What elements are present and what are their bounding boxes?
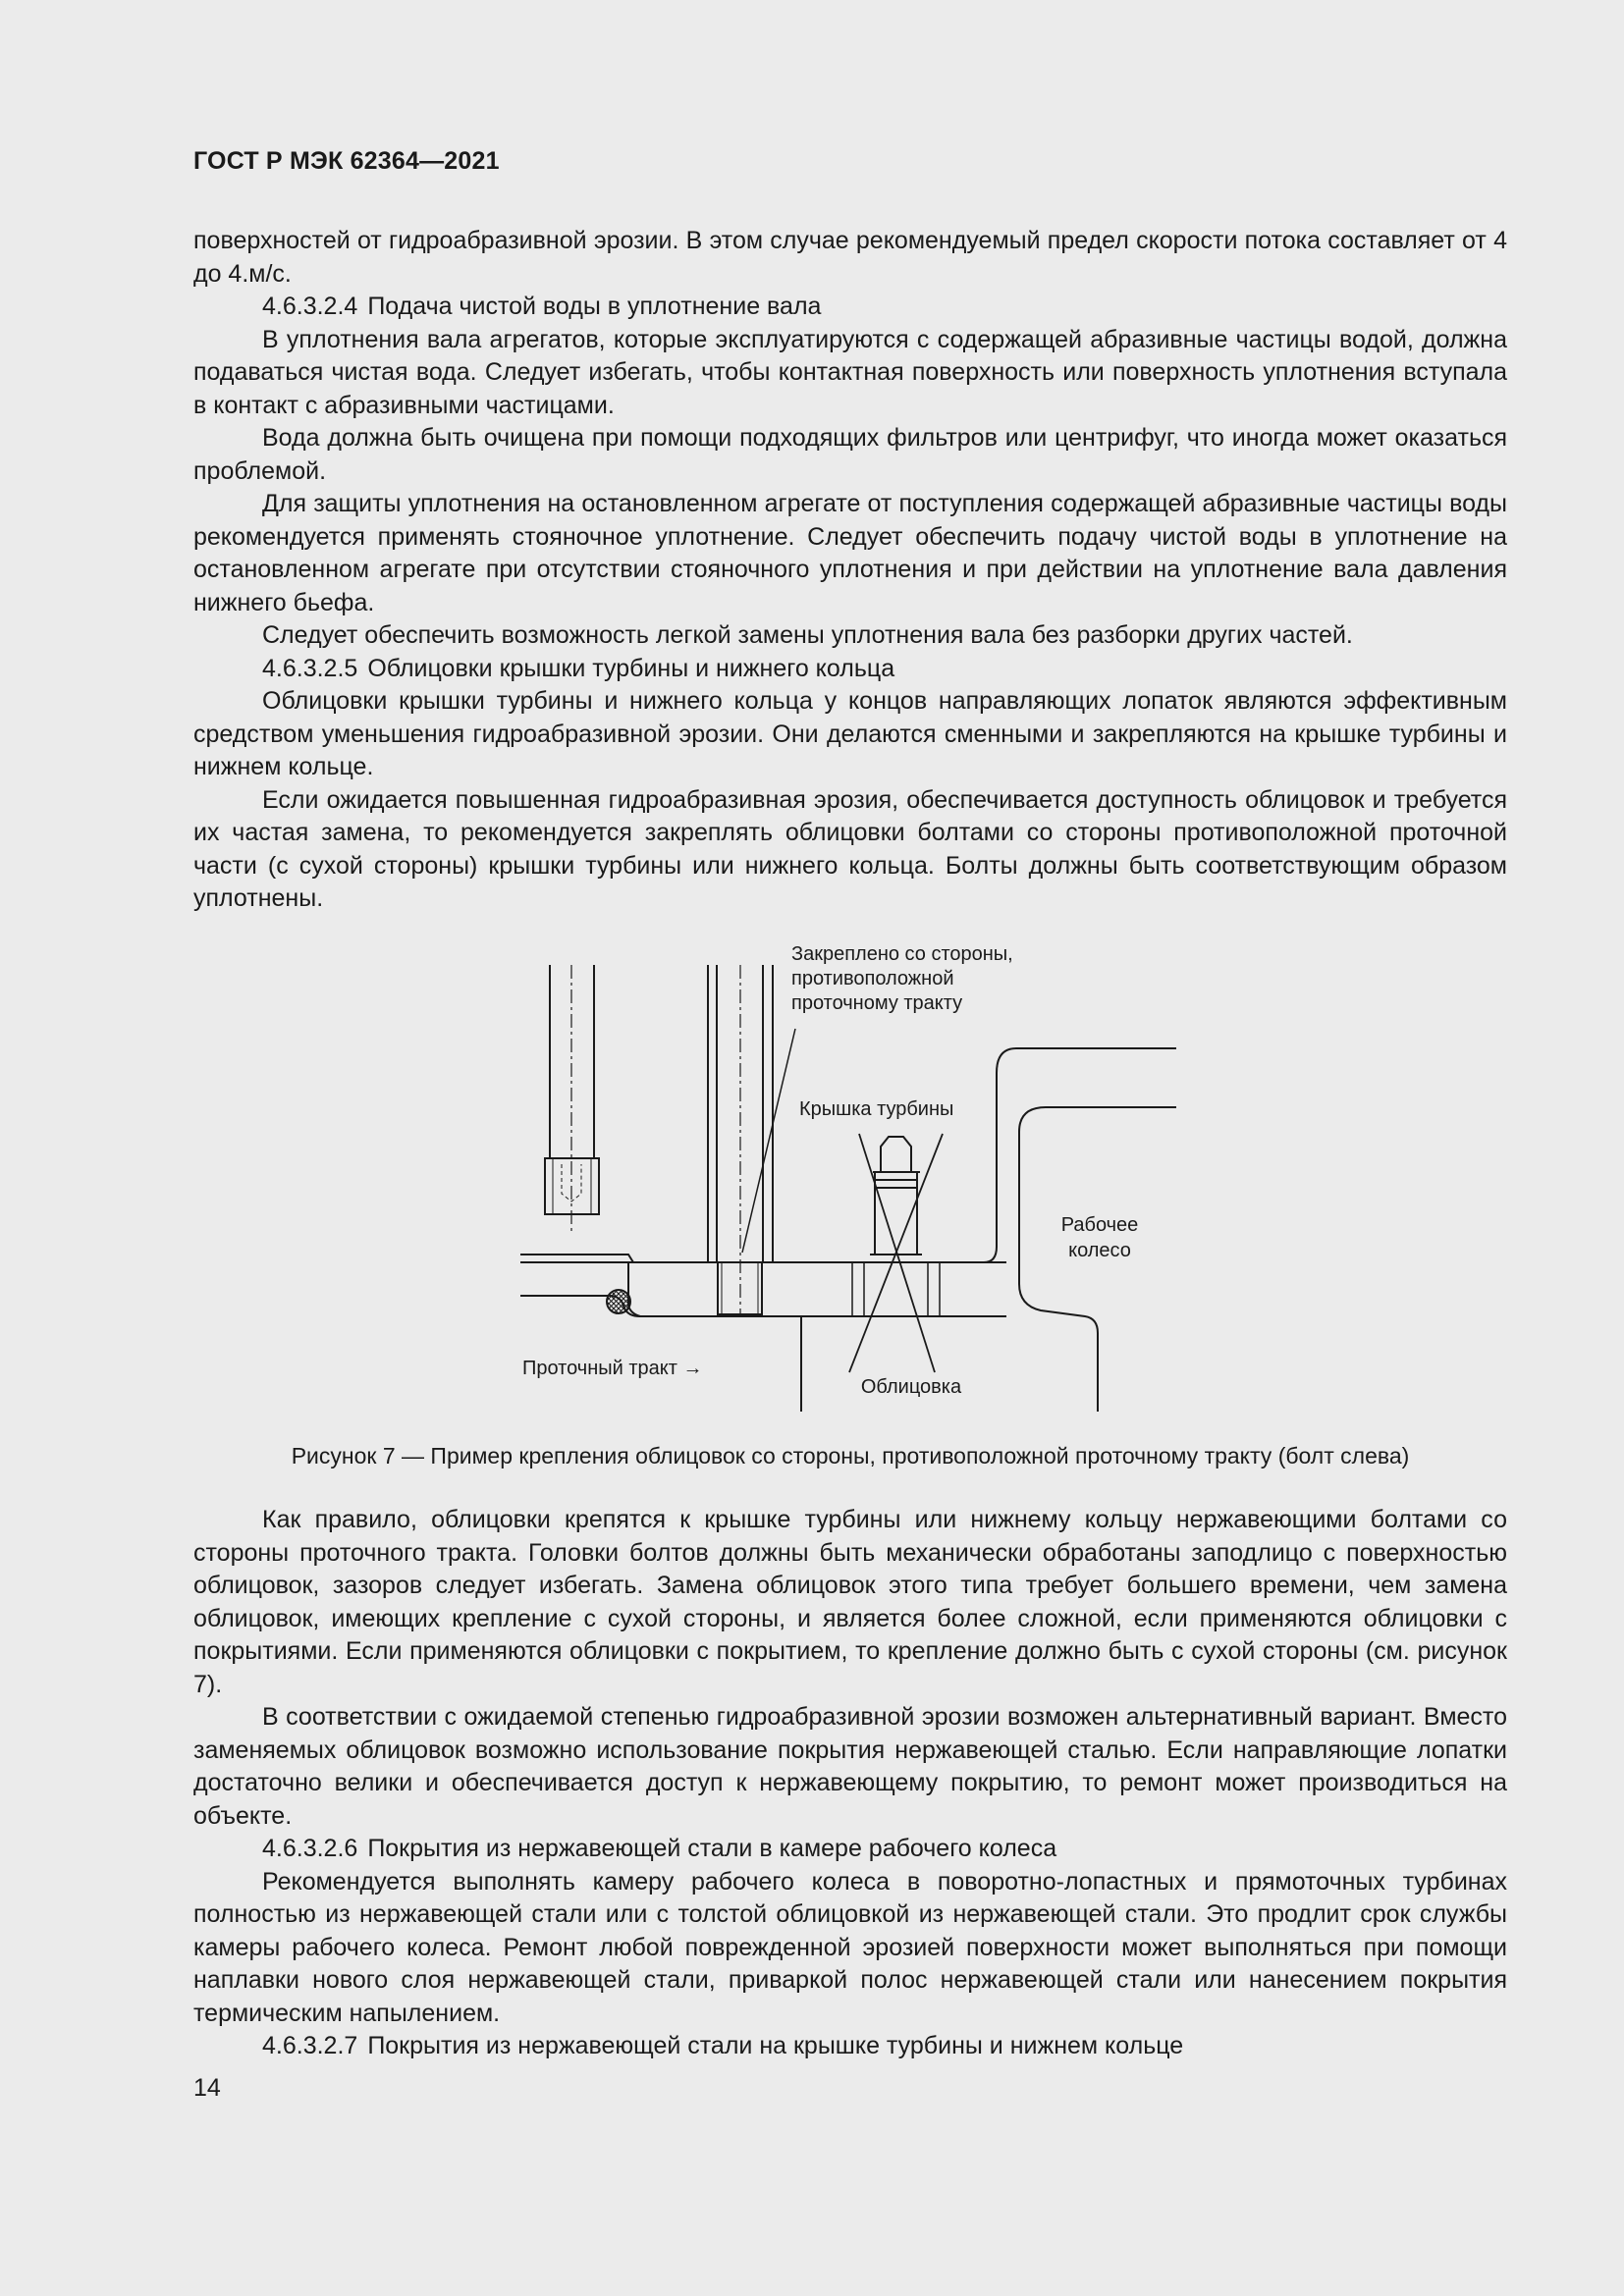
paragraph [193, 1504, 1507, 1701]
paragraph [193, 488, 1507, 619]
paragraph-text: Следует обеспечить возможность легкой замены уплотнения вала без разборки других частей. [262, 621, 1353, 649]
section-heading [193, 653, 1507, 686]
guide-vane-stem-left [545, 965, 599, 1235]
paragraph [193, 225, 1507, 291]
crossed-out-bolt [849, 1134, 943, 1372]
paragraph [193, 619, 1507, 653]
section-title: Подача чистой воды в уплотнение вала [367, 293, 822, 320]
label-fixed-line2: противоположной [791, 968, 954, 989]
paragraph-text: поверхностей от гидроабразивной эрозии. В этом случае рекомендуемый предел скорости потока составляет от 4 до 4.м/с. [193, 227, 1507, 288]
section-number: 4.6.3.2.4 [262, 293, 358, 320]
label-liner: Облицовка [860, 1376, 962, 1398]
section-heading [193, 2030, 1507, 2063]
text-block-bottom [193, 1504, 1507, 2063]
section-title: Покрытия из нержавеющей стали в камере рабочего колеса [367, 1835, 1057, 1862]
label-fixed-line3: проточному тракту [791, 992, 963, 1014]
section-number: 4.6.3.2.5 [262, 654, 358, 682]
paragraph [193, 324, 1507, 423]
section-number: 4.6.3.2.6 [262, 1835, 358, 1862]
paragraph-text: Рекомендуется выполнять камеру рабочего колеса в поворотно-лопастных и прямоточных турбинах полностью из нержавеющей стали или с толстой облицовкой из нержавеющей стали. Это продлит срок службы камеры рабочего колеса. Ремонт любой поврежденной эрозией поверхности может выполняться при помощи наплавки нового слоя нержавеющей стали, приваркой полос нержавеющей стали или нанесением покрытия термическим напылением. [193, 1867, 1507, 2027]
leader-line [742, 1029, 795, 1253]
paragraph-text: В уплотнения вала агрегатов, которые эксплуатируются с содержащей абразивные частицы водой, должна подаваться чистая вода. Следует избегать, чтобы контактная поверхность или поверхность уплотнения вступала в контакт с абразивными частицами. [193, 325, 1507, 419]
label-runner-line2: колесо [1068, 1240, 1131, 1261]
label-flow-path: Проточный тракт → [522, 1358, 703, 1379]
paragraph [193, 1701, 1507, 1833]
section-heading [193, 291, 1507, 324]
paragraph-text: Для защиты уплотнения на остановленном агрегате от поступления содержащей абразивные частицы воды рекомендуется применять стояночное уплотнение. Следует обеспечить подачу чистой воды в уплотнение на остановленном агрегате при отсутствии стояночного уплотнения и при действии на уплотнение вала давления нижнего бьефа. [193, 490, 1507, 616]
paragraph-text: Облицовки крышки турбины и нижнего кольца у концов направляющих лопаток являются эффективным средством уменьшения гидроабразивной эрозии. Они делаются сменными и закрепляются на крышке турбины и нижнем кольце. [193, 687, 1507, 780]
section-heading [193, 1833, 1507, 1866]
paragraph [193, 685, 1507, 784]
paragraph-text: Вода должна быть очищена при помощи подходящих фильтров или центрифуг, что иногда может оказаться проблемой. [193, 424, 1507, 485]
paragraph-text: Если ожидается повышенная гидроабразивная эрозия, обеспечивается доступность облицовок и требуется их частая замена, то рекомендуется закреплять облицовки болтами со стороны противоположной проточной части (с сухой стороны) крышки турбины или нижнего кольца. Болты должны быть соответствующим образом уплотнены. [193, 785, 1507, 912]
section-number: 4.6.3.2.7 [262, 2032, 358, 2059]
figure-caption: Рисунок 7 — Пример крепления облицовок со стороны, противоположной проточному тракту (болт слева) [291, 1443, 1410, 1468]
paragraph [193, 784, 1507, 916]
text-block-top [193, 225, 1507, 916]
section-title: Облицовки крышки турбины и нижнего кольца [367, 654, 895, 682]
label-fixed-line1: Закреплено со стороны, [791, 943, 1013, 965]
paragraph-text: В соответствии с ожидаемой степенью гидроабразивной эрозии возможен альтернативный вариант. Вместо заменяемых облицовок возможно использование покрытия нержавеющей сталью. Если направляющие лопатки достаточно велики и обеспечивается доступ к нержавеющему покрытию, то ремонт может производиться на объекте. [193, 1703, 1507, 1830]
page-number: 14 [193, 2074, 221, 2102]
paragraph [193, 1866, 1507, 2031]
label-runner-line1: Рабочее [1060, 1214, 1139, 1236]
section-title: Покрытия из нержавеющей стали на крышке турбины и нижнем кольце [367, 2032, 1184, 2059]
paragraph [193, 422, 1507, 488]
paragraph-text: Как правило, облицовки крепятся к крышке турбины или нижнему кольцу нержавеющими болтами со стороны проточного тракта. Головки болтов должны быть механически обработаны заподлицо с поверхностью облицовок, зазоров следует избегать. Замена облицовок этого типа требует большего времени, чем замена облицовок, имеющих крепление с сухой стороны, и является более сложной, если применяются облицовки с покрытиями. Если применяются облицовки с покрытием, то крепление должно быть с сухой стороны (см. рисунок 7). [193, 1506, 1507, 1698]
label-turbine-cover: Крышка турбины [799, 1098, 954, 1120]
figure-7-diagram [511, 940, 1198, 1416]
document-header: ГОСТ Р МЭК 62364—2021 [193, 147, 500, 175]
